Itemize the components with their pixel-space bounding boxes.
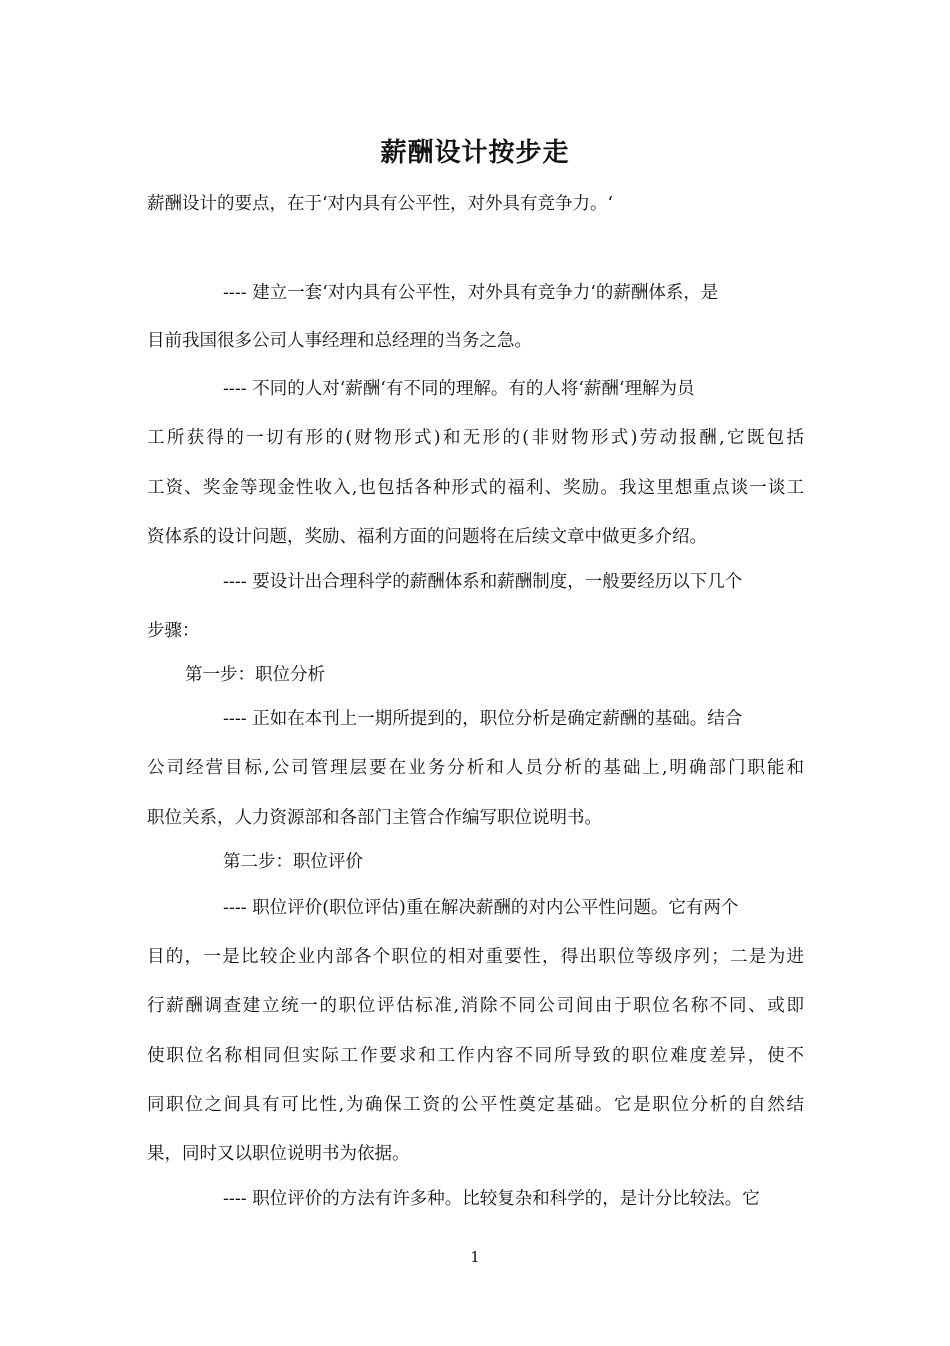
paragraph-line: 资体系的设计问题，奖励、福利方面的问题将在后续文章中做更多介绍。 xyxy=(147,527,707,547)
section-heading-step-2: 第二步：职位评价 xyxy=(223,852,363,872)
paragraph-line: 行薪酬调查建立统一的职位评估标准,消除不同公司间由于职位名称不同、或即 xyxy=(147,996,804,1016)
paragraph-line: ---- 正如在本刊上一期所提到的，职位分析是确定薪酬的基础。结合 xyxy=(223,709,743,729)
paragraph-line: ---- 职位评价的方法有许多种。比较复杂和科学的，是计分比较法。它 xyxy=(223,1189,760,1209)
paragraph-line: 目前我国很多公司人事经理和总经理的当务之急。 xyxy=(147,331,532,351)
paragraph-line: ---- 建立一套‘对内具有公平性，对外具有竞争力‘的薪酬体系，是 xyxy=(223,283,719,303)
paragraph-intro: 薪酬设计的要点，在于‘对内具有公平性，对外具有竞争力。‘ xyxy=(147,194,614,214)
paragraph-line: 使职位名称相同但实际工作要求和工作内容不同所导致的职位难度差异，使不 xyxy=(147,1046,804,1066)
paragraph-line: ---- 不同的人对‘薪酬‘有不同的理解。有的人将‘薪酬‘理解为员 xyxy=(223,379,695,399)
section-heading-step-1: 第一步：职位分析 xyxy=(185,665,325,685)
paragraph-line: 公司经营目标,公司管理层要在业务分析和人员分析的基础上,明确部门职能和 xyxy=(147,758,804,778)
paragraph-line: 职位关系，人力资源部和各部门主管合作编写职位说明书。 xyxy=(147,808,602,828)
paragraph-line: 果，同时又以职位说明书为依据。 xyxy=(147,1144,410,1164)
paragraph-line: 工所获得的一切有形的(财物形式)和无形的(非财物形式)劳动报酬,它既包括 xyxy=(147,428,804,448)
paragraph-line: 同职位之间具有可比性,为确保工资的公平性奠定基础。它是职位分析的自然结 xyxy=(147,1095,804,1115)
page-number: 1 xyxy=(470,1248,480,1266)
paragraph-line: ---- 职位评价(职位评估)重在解决薪酬的对内公平性问题。它有两个 xyxy=(223,898,739,918)
paragraph-line: 工资、奖金等现金性收入,也包括各种形式的福利、奖励。我这里想重点谈一谈工 xyxy=(147,478,804,498)
page-title: 薪酬设计按步走 xyxy=(380,138,570,168)
paragraph-line: ---- 要设计出合理科学的薪酬体系和薪酬制度，一般要经历以下几个 xyxy=(223,572,743,592)
paragraph-line: 目的，一是比较企业内部各个职位的相对重要性，得出职位等级序列；二是为进 xyxy=(147,947,804,967)
paragraph-line: 步骤： xyxy=(147,621,200,641)
